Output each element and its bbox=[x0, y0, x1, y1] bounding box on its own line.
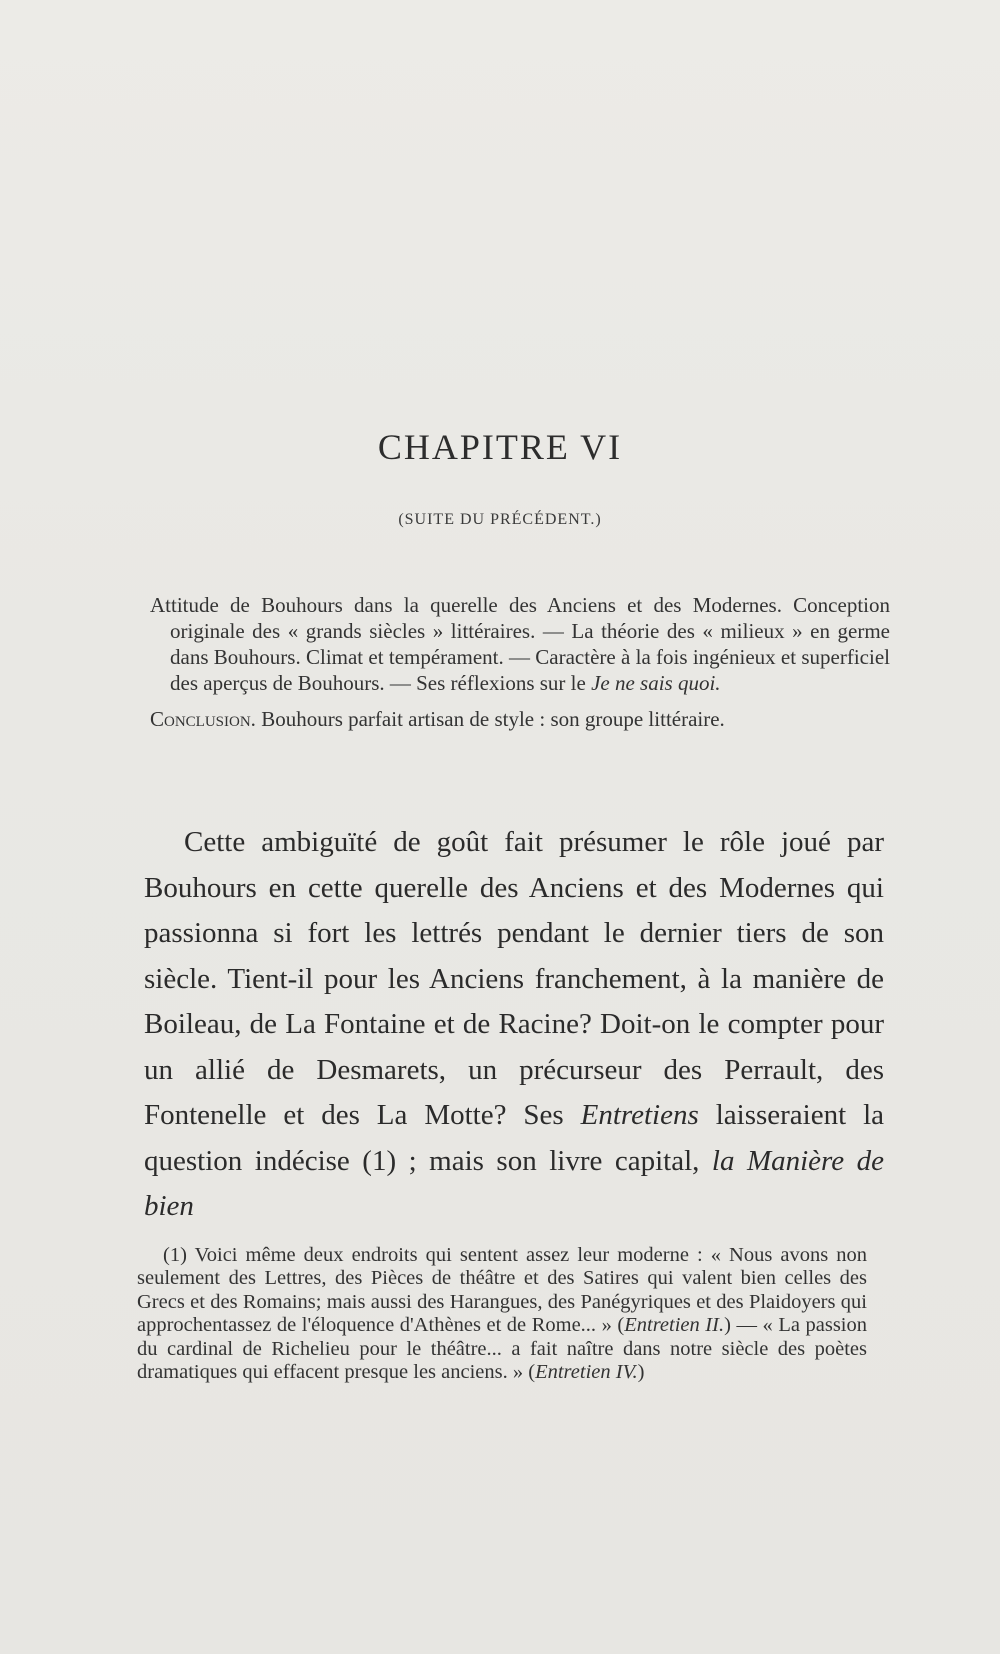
body-paragraph bbox=[144, 820, 884, 1230]
body-italic-1: Entretiens bbox=[580, 1099, 699, 1131]
chapter-title: CHAPITRE VI bbox=[377, 427, 623, 467]
chapter-subtitle: (SUITE DU PRÉCÉDENT.) bbox=[398, 511, 602, 528]
footnote-italic-1: Entretien II. bbox=[624, 1314, 725, 1337]
footnote-text-2: ) — « La passion du cardinal de Richelieu pour le théâtre... a fait naître dans notre siècle des poètes dramatiques qui effacent presque les anciens. » ( bbox=[137, 1314, 867, 1384]
body-text-2: laisseraient la question indécise (1) ; mais son livre capital, bbox=[144, 1099, 885, 1177]
footnote bbox=[137, 1244, 867, 1384]
chapter-summary bbox=[150, 592, 890, 732]
summary-conclusion bbox=[150, 706, 890, 732]
summary-italic: Je ne sais quoi. bbox=[591, 671, 721, 695]
summary-text: Attitude de Bouhours dans la querelle des Anciens et des Modernes. Conception originale des « grands siècles » littéraires. — La théorie des « milieux » en germe dans Bouhours. Climat et tempérament. — Caractère à la fois ingénieux et superficiel des aperçus de Bouhours. — Ses réflexions sur le bbox=[150, 593, 890, 695]
footnote-text-3: ) bbox=[637, 1361, 645, 1384]
body-italic-2: la Manière de bien bbox=[144, 1144, 884, 1222]
conclusion-text: Bouhours parfait artisan de style : son groupe littéraire. bbox=[261, 707, 725, 731]
footnote-italic-2: Entretien IV. bbox=[535, 1361, 638, 1384]
footnote-text-1: (1) Voici même deux endroits qui sentent assez leur moderne : « Nous avons non seulement des Lettres, des Pièces de théâtre et des Satires qui valent bien celles des Grecs et des Romains; mais aussi des Harangues, des Panégyriques et des Plaidoyers qui approchentassez de l'éloquence d'Athènes et de Rome... » ( bbox=[137, 1244, 867, 1337]
body-text-1: Cette ambiguïté de goût fait présumer le rôle joué par Bouhours en cette querelle des Anciens et des Modernes qui passionna si fort les lettrés pendant le dernier tiers de son siècle. Tient-il pour les Anciens franchement, à la manière de Boileau, de La Fontaine et de Racine? Doit-on le compter pour un allié de Desmarets, un précurseur des Perrault, des Fontenelle et des La Motte? Ses bbox=[144, 826, 884, 1131]
summary-paragraph bbox=[150, 592, 890, 696]
conclusion-label: Conclusion. bbox=[150, 707, 256, 731]
